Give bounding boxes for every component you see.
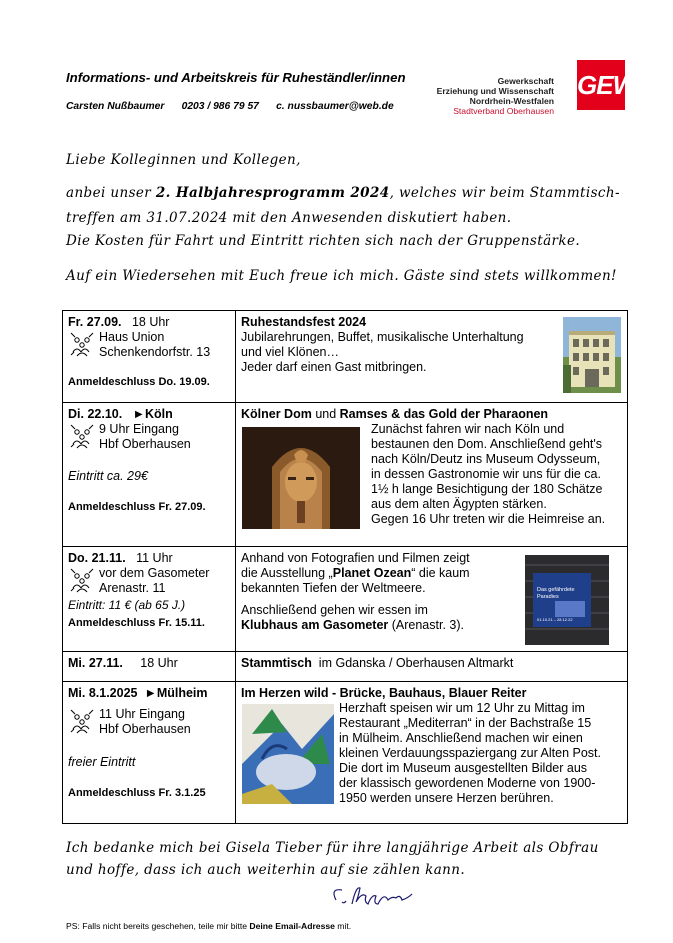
contact-email[interactable]: c. nussbaumer@web.de bbox=[276, 101, 394, 112]
event-row bbox=[63, 403, 628, 547]
event-text: und viel Klönen… bbox=[241, 345, 339, 359]
gew-logo: GEW bbox=[577, 60, 625, 110]
event-deadline: Anmeldeschluss Fr. 15.11. bbox=[68, 617, 205, 629]
event-details bbox=[236, 652, 628, 682]
group-icon bbox=[68, 566, 96, 594]
event-location: im Gdanska / Oberhausen Altmarkt bbox=[311, 656, 514, 670]
ps-text: PS: Falls nicht bereits geschehen, teile mir bitte bbox=[66, 921, 250, 931]
event-text: Gegen 16 Uhr treten wir die Heimreise an. bbox=[371, 512, 606, 526]
event-info bbox=[63, 682, 236, 824]
event-text: bekannten Tiefen der Weltmeere. bbox=[241, 581, 426, 595]
event-text: aus dem alten Ägypten stärken. bbox=[371, 497, 547, 511]
event-text: “ die kaum bbox=[411, 566, 470, 580]
blue-horse-painting bbox=[242, 704, 334, 804]
event-meeting-time: 11 Uhr Eingang bbox=[99, 707, 185, 721]
org-line-3: Nordrhein-Westfalen bbox=[469, 96, 554, 106]
event-text: in Mülheim. Anschließend machen wir einen bbox=[339, 731, 583, 745]
exhibition-title: Planet Ozean bbox=[332, 566, 412, 580]
event-price: Eintritt ca. 29€ bbox=[68, 469, 148, 483]
event-text: nach Köln/Deutz ins Museum Odysseum, bbox=[371, 452, 601, 466]
poster-subtitle: Paradies bbox=[537, 594, 559, 600]
event-date: Do. 21.11. bbox=[68, 551, 126, 565]
event-title: Im Herzen wild - Brücke, Bauhaus, Blauer Reiter bbox=[241, 686, 527, 700]
event-info bbox=[63, 403, 236, 547]
event-price: Eintritt: 11 € (ab 65 J.) bbox=[68, 598, 186, 612]
event-info bbox=[63, 652, 236, 682]
event-text: bestaunen den Dom. Anschließend geht's bbox=[371, 437, 603, 451]
event-time: 11 Uhr bbox=[136, 551, 173, 565]
org-line-1: Gewerkschaft bbox=[497, 76, 554, 86]
signature-drawing bbox=[330, 882, 430, 912]
event-details bbox=[236, 311, 628, 403]
contact-phone: 0203 / 986 79 57 bbox=[181, 101, 259, 112]
closing-line-1: Ich bedanke mich bei Gisela Tieber für ihre langjährige Arbeit als Obfrau bbox=[66, 840, 599, 856]
event-details bbox=[236, 547, 628, 652]
org-line-4: Stadtverband Oberhausen bbox=[453, 106, 554, 116]
pharaoh-mask-photo bbox=[242, 427, 360, 529]
header-title: Informations- und Arbeitskreis für Ruheständler/innen bbox=[66, 70, 406, 85]
event-row bbox=[63, 547, 628, 652]
closing-line-2: und hoffe, dass ich auch weiterhin auf sie zählen kann. bbox=[66, 862, 466, 878]
event-date: Mi. 27.11. bbox=[68, 656, 123, 670]
haus-union-photo bbox=[563, 317, 621, 393]
event-text: Jubilarehrungen, Buffet, musikalische Unterhaltung bbox=[241, 330, 524, 344]
event-text: die Ausstellung „ bbox=[241, 566, 333, 580]
postscript bbox=[66, 921, 351, 931]
program-table bbox=[62, 310, 628, 824]
event-time: 18 Uhr bbox=[140, 656, 178, 670]
program-title: 2. Halbjahresprogramm 2024 bbox=[155, 185, 390, 201]
event-row bbox=[63, 682, 628, 824]
event-info bbox=[63, 311, 236, 403]
event-date: Fr. 27.09. bbox=[68, 315, 122, 329]
title-connector: und bbox=[311, 407, 340, 421]
event-row bbox=[63, 311, 628, 403]
event-text: Jeder darf einen Gast mitbringen. bbox=[241, 360, 427, 374]
letter-line-2: treffen am 31.07.2024 mit den Anwesenden diskutiert haben. bbox=[66, 210, 512, 226]
event-deadline: Anmeldeschluss Fr. 3.1.25 bbox=[68, 787, 206, 799]
signature bbox=[330, 882, 430, 917]
event-info bbox=[63, 547, 236, 652]
event-deadline: Anmeldeschluss Do. 19.09. bbox=[68, 376, 210, 388]
group-icon bbox=[68, 422, 96, 450]
event-text: 1950 werden unsere Herzen berühren. bbox=[339, 791, 554, 805]
greeting: Liebe Kolleginnen und Kollegen, bbox=[66, 152, 301, 168]
event-text: Anschließend gehen wir essen im bbox=[241, 603, 428, 617]
event-title: Kölner Dom bbox=[241, 407, 312, 421]
event-date: Mi. 8.1.2025 bbox=[68, 686, 138, 700]
letter-line-1c: , welches wir beim Stammtisch- bbox=[389, 185, 620, 201]
event-meeting-time: 9 Uhr Eingang bbox=[99, 422, 179, 436]
event-row bbox=[63, 652, 628, 682]
restaurant-name: Klubhaus am Gasometer bbox=[241, 618, 389, 632]
event-price: freier Eintritt bbox=[68, 755, 136, 769]
event-address: Schenkendorfstr. 13 bbox=[99, 345, 211, 359]
poster-dates: 01.10.21 – 28.12.22 bbox=[537, 617, 573, 622]
event-location: Haus Union bbox=[99, 330, 165, 344]
event-location: Hbf Oberhausen bbox=[99, 437, 191, 451]
event-time: 18 Uhr bbox=[131, 315, 170, 329]
letter-line-1a: anbei unser bbox=[66, 185, 156, 201]
event-location: vor dem Gasometer bbox=[99, 566, 210, 580]
letter-line-4: Auf ein Wiedersehen mit Euch freue ich mich. Gäste sind stets willkommen! bbox=[66, 268, 617, 284]
poster-title: Das gefährdete bbox=[537, 587, 575, 593]
event-text: Restaurant „Mediterran“ in der Bachstraße 15 bbox=[339, 716, 592, 730]
ps-text: mit. bbox=[334, 921, 352, 931]
event-details bbox=[236, 682, 628, 824]
group-icon bbox=[68, 707, 96, 735]
gasometer-photo bbox=[515, 551, 619, 645]
event-text: 1½ h lange Besichtigung der 180 Schätze bbox=[371, 482, 603, 496]
event-deadline: Anmeldeschluss Fr. 27.09. bbox=[68, 501, 206, 513]
event-title: Ramses & das Gold der Pharaonen bbox=[339, 407, 549, 421]
event-text: kleinen Verdauungsspaziergang zur Alten Post. bbox=[339, 746, 601, 760]
event-title: Stammtisch bbox=[241, 656, 312, 670]
event-text: (Arenastr. 3). bbox=[388, 618, 464, 632]
event-text: in dessen Gastronomie wir uns für die ca. bbox=[371, 467, 601, 481]
event-text: Herzhaft speisen wir um 12 Uhr zu Mittag im bbox=[339, 701, 585, 715]
event-title: Ruhestandsfest 2024 bbox=[241, 315, 367, 329]
event-address: Arenastr. 11 bbox=[99, 581, 166, 595]
group-icon bbox=[68, 330, 96, 358]
event-destination: ►Köln bbox=[132, 407, 173, 421]
event-location: Hbf Oberhausen bbox=[99, 722, 191, 736]
letter-line-1 bbox=[66, 185, 620, 201]
event-destination: ►Mülheim bbox=[144, 686, 208, 700]
event-text: Die dort im Museum ausgestellten Bilder aus bbox=[339, 761, 588, 775]
event-text: Anhand von Fotografien und Filmen zeigt bbox=[241, 551, 470, 565]
event-text: der klassisch gewordenen Moderne von 1900- bbox=[339, 776, 596, 790]
ps-emphasis: Deine Email-Adresse bbox=[249, 921, 335, 931]
event-text: Zunächst fahren wir nach Köln und bbox=[371, 422, 565, 436]
letter-line-3: Die Kosten für Fahrt und Eintritt richten sich nach der Gruppenstärke. bbox=[66, 233, 581, 249]
event-date: Di. 22.10. bbox=[68, 407, 123, 421]
org-line-2: Erziehung und Wissenschaft bbox=[436, 86, 554, 96]
header-contact bbox=[66, 101, 394, 112]
contact-name: Carsten Nußbaumer bbox=[66, 101, 165, 112]
event-details bbox=[236, 403, 628, 547]
